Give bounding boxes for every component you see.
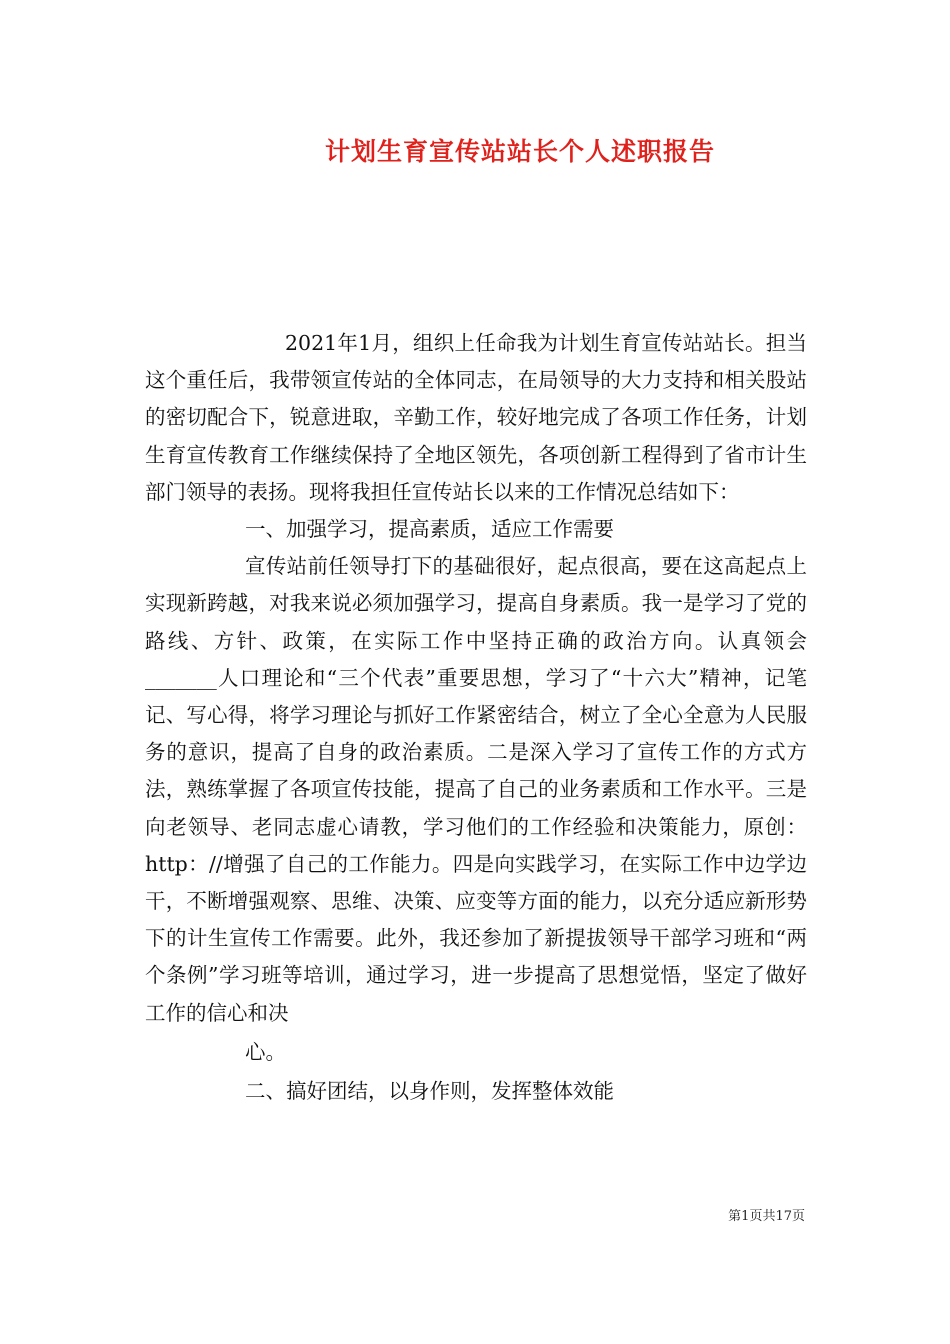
document-title: 计划生育宣传站站长个人述职报告 [324, 137, 715, 166]
document-body [145, 325, 807, 1110]
page-number: 第1页共17页 [728, 1209, 805, 1224]
paragraph-continuation: 心。 [245, 1039, 286, 1064]
paragraph-study: 宣传站前任领导打下的基础很好，起点很高，要在这高起点上实现新跨越，对我来说必须加强学习，提高自身素质。我一是学习了党的路线、方针、政策，在实际工作中坚持正确的政治方向。认真领会_______人口理论和“三个代表”重要思想，学习了“十六大”精神，记笔记、写心得，将学习理论与抓好工作紧密结合，树立了全心全意为人民服务的意识，提高了自身的政治素质。二是深入学习了宣传工作的方式方法，熟练掌握了各项宣传技能，提高了自己的业务素质和工作水平。三是向老领导、老同志虚心请教，学习他们的工作经验和决策能力，原创：http：//增强了自己的工作能力。四是向实践学习，在实际工作中边学边干，不断增强观察、思维、决策、应变等方面的能力，以充分适应新形势下的计生宣传工作需要。此外，我还参加了新提拔领导干部学习班和“两个条例”学习班等培训，通过学习，进一步提高了思想觉悟，坚定了做好工作的信心和决 [145, 554, 807, 1025]
section-heading-1: 一、加强学习，提高素质，适应工作需要 [245, 517, 614, 542]
paragraph-intro: 2021年1月，组织上任命我为计划生育宣传站站长。担当这个重任后，我带领宣传站的全体同志，在局领导的大力支持和相关股站的密切配合下，锐意进取，辛勤工作，较好地完成了各项工作任务，计划生育宣传教育工作继续保持了全地区领先，各项创新工程得到了省市计生部门领导的表扬。现将我担任宣传站长以来的工作情况总结如下： [145, 331, 807, 504]
section-heading-2: 二、搞好团结，以身作则，发挥整体效能 [245, 1079, 614, 1104]
